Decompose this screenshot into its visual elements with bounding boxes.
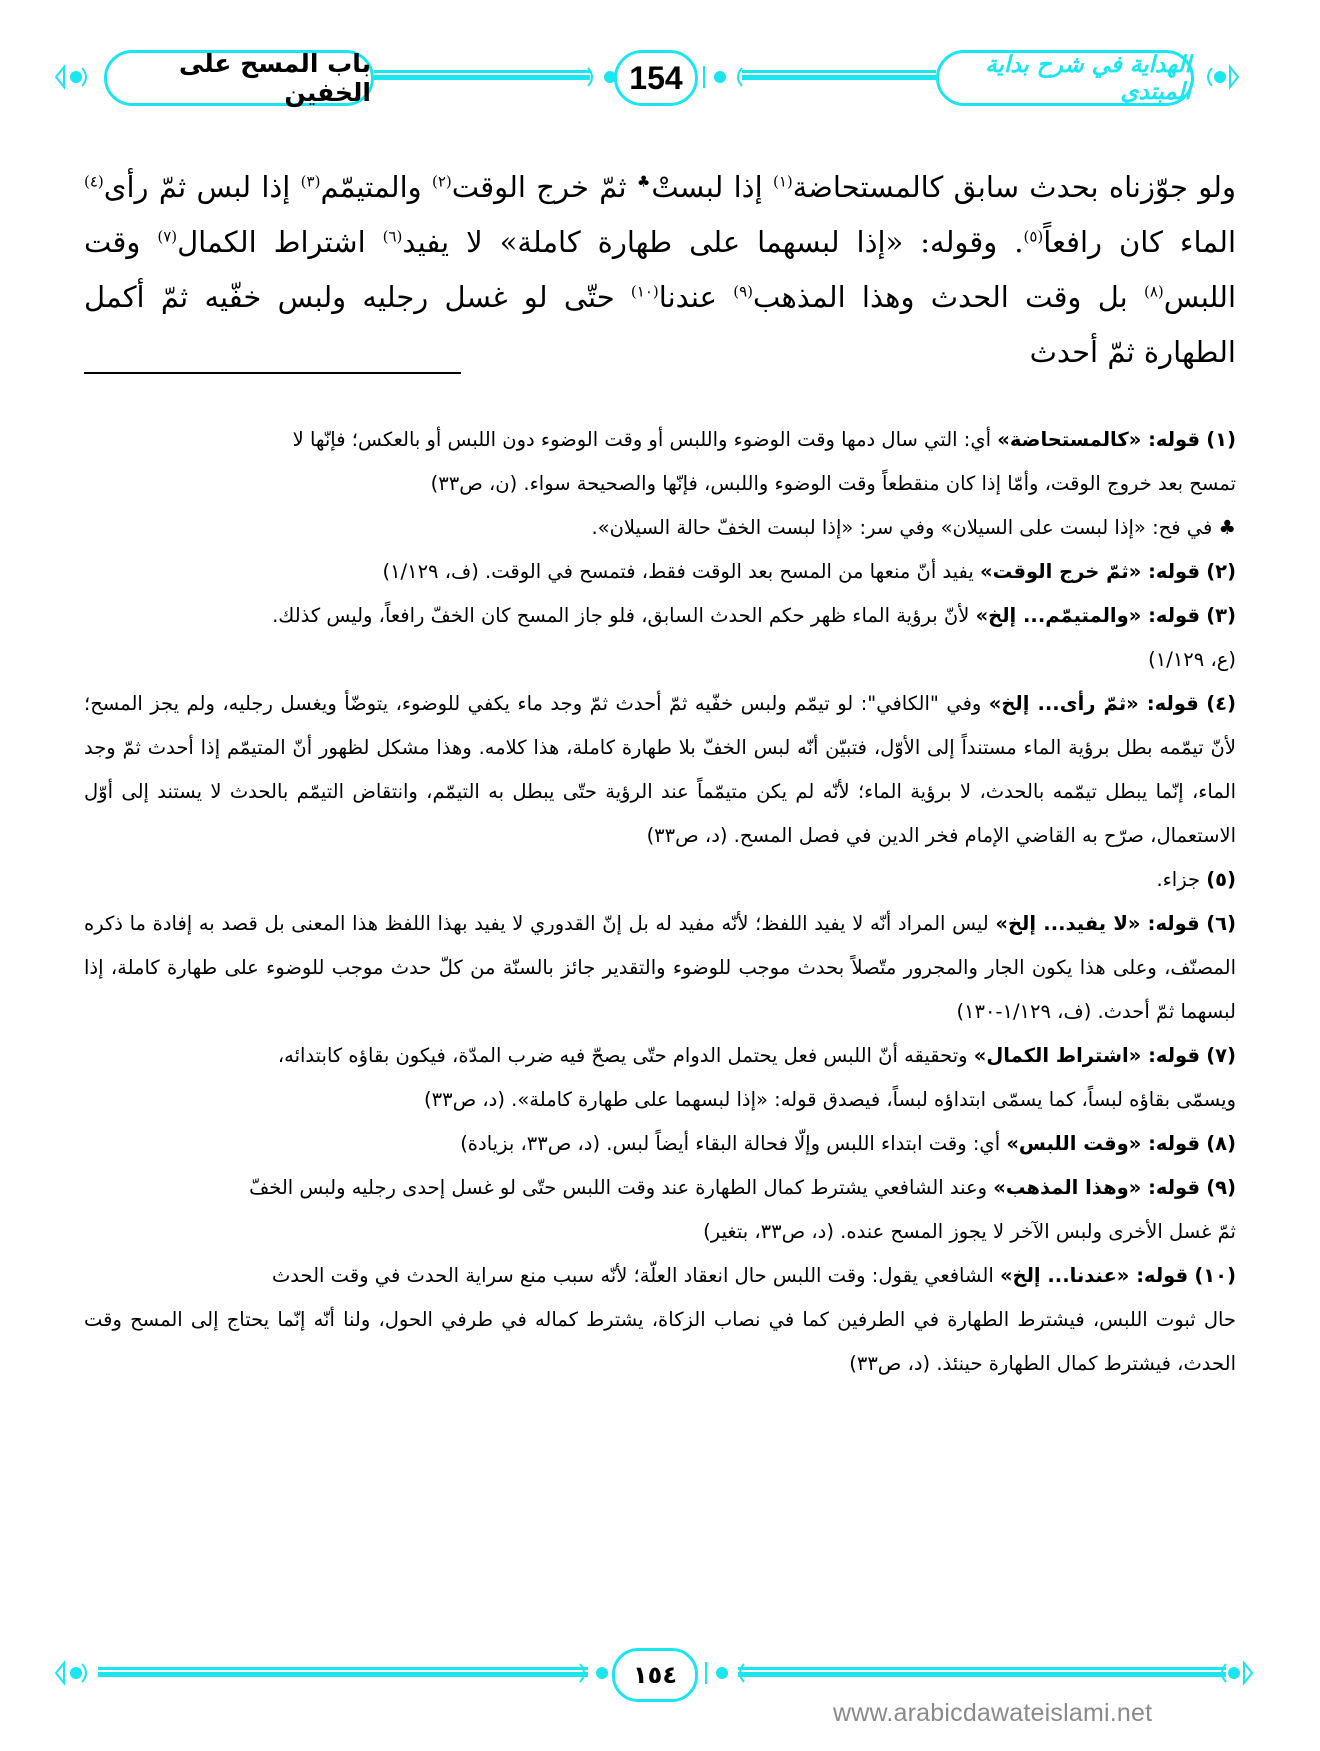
text-run: اشتراط الكمال	[177, 225, 383, 259]
footnote-ref-2[interactable]: (٢)	[431, 172, 452, 191]
text-run: . وقوله: «إذا لبسهما على طهارة كاملة» لا يفيد	[402, 225, 1024, 259]
footnote-text: لأنّ برؤية الماء ظهر حكم الحدث السابق، فلو جاز المسح كان الخفّ رافعاً، وليس كذلك.	[272, 604, 976, 627]
footnote-text: الشافعي يقول: وقت اللبس حال انعقاد العلّة؛ لأنّه سبب منع سراية الحدث في وقت الحدث	[271, 1264, 1000, 1287]
footnote-7	[84, 1034, 1236, 1078]
footnote-text: (ع، ١/١٢٩)	[1148, 648, 1236, 671]
footnote-ref-10[interactable]: (١٠)	[630, 282, 659, 301]
book-title-box	[936, 50, 1194, 106]
footnote-text: وتحقيقه أنّ اللبس فعل يحتمل الدوام حتّى يصحّ فيه ضرب المدّة، فيكون بقاؤه كابتدائه،	[277, 1044, 974, 1067]
page-header	[0, 0, 1320, 160]
footnote-2	[84, 550, 1236, 594]
text-run: وقت الحدث وهذا المذهب	[752, 280, 1098, 314]
footnote-3-continuation	[84, 638, 1236, 682]
text-run: وقت اللبس	[84, 225, 1236, 314]
footnote-number: (٧)	[1206, 1044, 1236, 1067]
footnote-number: (٨)	[1206, 1132, 1236, 1155]
text-run: ثمّ خرج الوقت	[451, 170, 637, 204]
footnote-text: وفي "الكافي": لو تيمّم ولبس خفّيه ثمّ أحدث ثمّ وجد ماء يكفي للوضوء، يتوضّأ ويغسل رجليه، ولم يجز المسح؛ لأنّ تيمّمه بطل برؤية الماء مستنداً إلى الأوّل، فتبيّن أنّه لبس الخفّ بلا طهارة كاملة، هذا كلامه. وهذا مشكل لظهور أنّ المتيمّم إذا أحدث ثمّ وجد الماء، إنّما يبطل تيمّمه بالحدث، لا برؤية الماء؛ لأنّه لم يكن متيمّماً عند الرؤية حتّى يبطل به التيمّم، وانتقاض التيمّم بالحدث لا يستند إلى أوّل الاستعمال، صرّح به القاضي الإمام فخر الدين في فصل المسح. (د، ص٣٣)	[84, 692, 1236, 847]
footnote-text: أي: وقت ابتداء اللبس وإلّا فحالة البقاء أيضاً لبس. (د، ص٣٣، بزيادة)	[460, 1132, 1007, 1155]
footnote-lead: قوله: «والمتيمّم... إلخ»	[975, 604, 1201, 627]
footnote-text: ويسمّى بقاؤه لبساً، كما يسمّى ابتداؤه لبساً، فيصدق قوله: «إذا لبسهما على طهارة كاملة». (د، ص٣٣)	[424, 1088, 1236, 1111]
footnote-9-continuation	[84, 1210, 1236, 1254]
footnote-text: تمسح بعد خروج الوقت، وأمّا إذا كان منقطعاً وقت الوضوء واللبس، فإنّها والصحيحة سواء. (ن، ص٣٣)	[430, 472, 1236, 495]
footer-rail-left	[98, 1667, 588, 1677]
footnotes	[84, 418, 1236, 1386]
footnote-number: (٩)	[1206, 1176, 1236, 1199]
footnote-number: (١)	[1206, 428, 1236, 451]
ornament-end-cap-icon	[54, 64, 98, 90]
text-run: إذا لبس ثمّ رأى	[103, 170, 301, 204]
footnote-text: أي: التي سال دمها وقت الوضوء واللبس أو وقت الوضوء دون اللبس أو بالعكس؛ فإنّها لا	[292, 428, 998, 451]
footnote-lead: قوله: «ثمّ خرج الوقت»	[980, 560, 1201, 583]
footnote-number: (٥)	[1206, 868, 1236, 891]
page-footer	[0, 1600, 1320, 1751]
footnote-lead: قوله: «وهذا المذهب»	[993, 1176, 1201, 1199]
footnote-text: جزاء.	[1156, 868, 1207, 891]
footnote-3	[84, 594, 1236, 638]
footnote-lead: قوله: «وقت اللبس»	[1006, 1132, 1201, 1155]
footnote-text: وعند الشافعي يشترط كمال الطهارة عند وقت اللبس حتّى لو غسل إحدى رجليه ولبس الخفّ	[249, 1176, 994, 1199]
footnote-ref-6[interactable]: (٦)	[382, 227, 403, 246]
website-link[interactable]: www.arabicdawateislami.net	[833, 1699, 1153, 1727]
footnote-ref-4[interactable]: (٤)	[84, 172, 104, 191]
text-run: بل	[1097, 280, 1144, 314]
footer-rail-right	[738, 1667, 1226, 1677]
footnote-ref-5[interactable]: (٥)	[1023, 227, 1044, 246]
ornament-end-cap-icon	[54, 1660, 98, 1686]
header-rail-right	[742, 70, 936, 80]
book-title: الهداية في شرح بداية المبتدي	[985, 51, 1191, 105]
club-marker-icon: ♣	[1218, 516, 1236, 539]
footnote-number: (١٠)	[1194, 1264, 1236, 1287]
footnote-ref-9[interactable]: (٩)	[733, 282, 753, 301]
text-run: إذا لبستْ	[651, 170, 773, 204]
main-text	[84, 160, 1236, 380]
footnote-10	[84, 1254, 1236, 1298]
chapter-title-box	[104, 50, 374, 106]
footnote-lead: قوله: «ثمّ رأى... إلخ»	[988, 692, 1199, 715]
footnote-number: (٤)	[1206, 692, 1236, 715]
footnote-lead: قوله: «عندنا... إلخ»	[999, 1264, 1189, 1287]
ornament-connector-icon	[700, 64, 744, 90]
footnote-1-continuation	[84, 462, 1236, 506]
header-rail-left	[374, 70, 590, 80]
footnote-variant	[84, 506, 1236, 550]
page-number: 154	[629, 59, 683, 96]
footnote-ref-1[interactable]: (١)	[772, 172, 793, 191]
footer-page-number-box	[612, 1648, 698, 1702]
footnote-ref-8[interactable]: (٨)	[1144, 282, 1164, 301]
footnote-ref-7[interactable]: (٧)	[157, 227, 178, 246]
footnote-text: في فح: «إذا لبست على السيلان» وفي سر: «إذا لبست الخفّ حالة السيلان».	[591, 516, 1219, 539]
footnote-number: (٢)	[1206, 560, 1236, 583]
footnote-lead: قوله: «كالمستحاضة»	[997, 428, 1201, 451]
footnote-text: ثمّ غسل الأخرى ولبس الآخر لا يجوز المسح عنده. (د، ص٣٣، بتغير)	[703, 1220, 1236, 1243]
footnote-8	[84, 1122, 1236, 1166]
footnote-text: حال ثبوت اللبس، فيشترط الطهارة في الطرفين كما في نصاب الزكاة، يشترط كماله في طرفي الحول، ولنا أنّه إنّما يحتاج إلى المسح وقت الحدث، فيشترط كمال الطهارة حينئذ. (د، ص٣٣)	[84, 1308, 1236, 1375]
ornament-end-cap-icon	[1210, 1660, 1254, 1686]
variant-marker-icon[interactable]: ♣	[636, 172, 652, 191]
page-number-box	[614, 50, 698, 106]
footnote-1	[84, 418, 1236, 462]
text-run: ولو جوّزناه بحدث سابق كالمستحاضة	[792, 170, 1237, 204]
footnote-7-continuation	[84, 1078, 1236, 1122]
ornament-end-cap-icon	[1196, 64, 1240, 90]
footnote-separator	[84, 372, 461, 374]
footnote-10-continuation	[84, 1298, 1236, 1386]
text-run: الماء كان رافعاً	[1043, 225, 1237, 259]
footnote-5	[84, 858, 1236, 902]
footnote-4	[84, 682, 1236, 858]
footnote-9	[84, 1166, 1236, 1210]
text-run: والمتيمّم	[320, 170, 432, 204]
footnote-text: يفيد أنّ منعها من المسح بعد الوقت فقط، فتمسح في الوقت. (ف، ١/١٢٩)	[382, 560, 981, 583]
chapter-title: باب المسح على الخفين	[178, 49, 371, 107]
footnote-ref-3[interactable]: (٣)	[300, 172, 321, 191]
footnote-6	[84, 902, 1236, 1034]
footer-page-number: ١٥٤	[633, 1661, 677, 1689]
footnote-number: (٣)	[1206, 604, 1236, 627]
text-run: حتّى لو غسل رجليه ولبس خفّيه ثمّ أكمل الطهارة ثمّ أحدث	[84, 280, 1236, 369]
footnote-lead: قوله: «لا يفيد... إلخ»	[995, 912, 1200, 935]
footnote-number: (٦)	[1206, 912, 1236, 935]
text-run: عندنا	[658, 280, 734, 314]
main-line	[84, 160, 1236, 380]
footnote-text: ليس المراد أنّه لا يفيد اللفظ؛ لأنّه مفيد له بل إنّ القدوري لا يفيد بهذا اللفظ هذا المعنى بل قصد به إفادة ما ذكره المصنّف، وعلى هذا يكون الجار والمجرور متّصلاً بحدث موجب للوضوء والتقدير جائز بالسنّة من كلّ حدث موجب للوضوء على طهارة كاملة، إذا لبسهما ثمّ أحدث. (ف، ١/١٢٩-١٣٠)	[84, 912, 1236, 1023]
footnote-lead: قوله: «اشتراط الكمال»	[973, 1044, 1201, 1067]
